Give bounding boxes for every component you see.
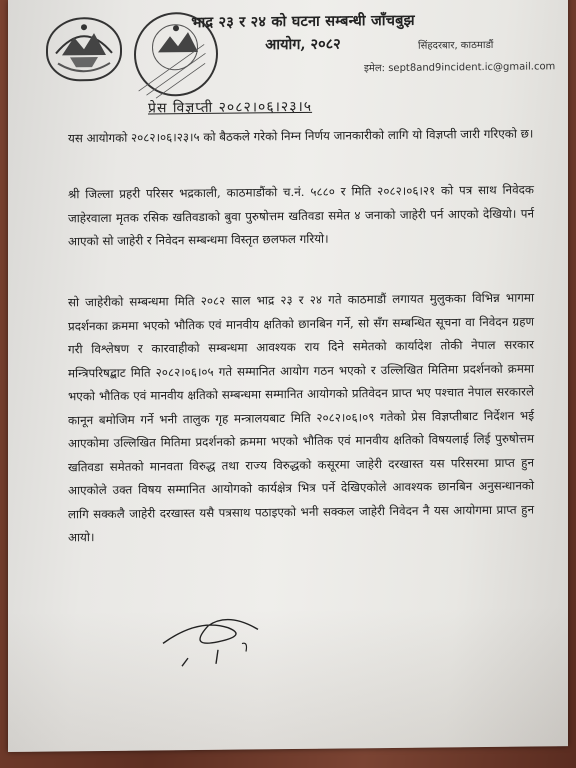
paragraph-details: सो जाहेरीको सम्बन्धमा मिति २०८२ साल भाद्र २३ र २४ गते काठमाडौं लगायत मुलुकका विभिन्न भागमा प्रदर्शनका क्रममा भएको भौतिक एवं मानवीय क्षतिको छानबिन गर्ने, सो सँग सम्बन्धित सूचना वा निवेदन ग्रहण गरी विश्लेषण र कारवाहीको सम्बन्धमा आवश्यक राय दिने समेतको कार्यादेश तोकी नेपाल सरकार मन्त्रिपरिषद्बाट मिति २०८२।०६।०५ गते सम्मानित आयोग गठन भएको र उल्लिखित मितिमा प्रदर्शनको क्रममा भएको भौतिक एवं मानवीय क्षतिको सम्बन्धमा सम्मानित आयोगको प्रतिवेदन प्राप्त भए पश्चात नेपाल सरकारले कानून बमोजिम गर्ने भनी तालुक गृह मन्त्रालयबाट मिति २०८२।०६।०९ गतेको प्रेस विज्ञप्तीबाट निर्देशन भई आएकोमा उल्लिखित मितिमा प्रदर्शनको क्रममा भएको भौतिक एवं मानवीय क्षतिको विषयलाई लिई पुरुषोत्तम खतिवडा समेतको मानवता विरुद्ध तथा राज्य विरुद्धको कसूरमा जाहेरी दरखास्त यस परिसरमा प्राप्त हुन आएकोले उक्त विषय सम्मानित आयोगको कार्यक्षेत्र भित्र पर्ने देखिएकोले आवश्यक छानबिन अनुसन्धानको लागि सक्कलै जाहेरी दरखास्त यसै पत्रसाथ पठाइएको भनी सक्कल जाहेरी निवेदन नै यस आयोगमा प्राप्त हुन आयो। [68,290,534,545]
paragraph-decision: यस आयोगको २०८२।०६।२३।५ को बैठकले गरेको निम्न निर्णय जानकारीको लागि यो विज्ञप्ती जारी गरिएको छ। [68,126,534,146]
national-emblem-icon [46,17,122,82]
office-address: सिंहदरबार, काठमाडौं [418,39,494,52]
press-release-title: प्रेस विज्ञप्ती २०८२।०६।२३।५ [148,98,313,117]
document-page [8,0,568,752]
commission-year: आयोग, २०८२ [265,35,341,54]
email-address: इमेल: sept8and9incident.ic@gmail.com [364,61,556,75]
handwritten-signature [158,607,298,672]
paragraph-complaint: श्री जिल्ला प्रहरी परिसर भद्रकाली, काठमाडौंको च.नं. ५८८० र मिति २०८२।०६।२१ को पत्र साथ निवेदक जाहेरवाला मृतक रसिक खतिवडाको बुवा पुरुषोत्तम खतिवडा समेत ४ जनाको जाहेरी पर्न आएको देखियो। पर्न आएको सो जाहेरी र निवेदन सम्बन्धमा विस्तृत छलफल गरियो। [68,182,534,249]
commission-title: भाद्र २३ र २४ को घटना सम्बन्धी जाँचबुझ [191,11,415,32]
